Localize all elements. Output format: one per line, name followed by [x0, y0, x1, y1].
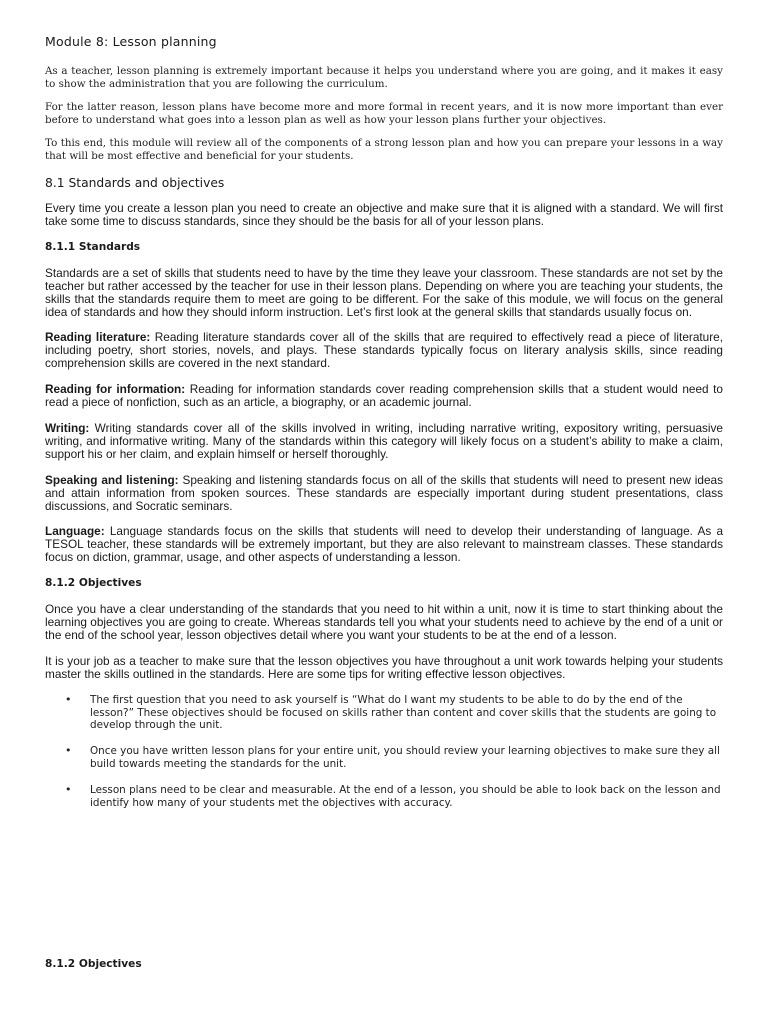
- standard-item-speaking-listening: [45, 474, 723, 513]
- standards-intro-paragraph: Standards are a set of skills that students need to have by the time they leave your classroom. These standards are not set by the teacher but rather accessed by the teacher for use in their lesson plans. Depending on where you are teaching your students, the skills that the standards require them to meet are going to be different. For the sake of this module, we will focus on the general idea of standards and how they should inform instruction. Let’s first look at the general skills that standards usually focus on.: [45, 265, 723, 319]
- standard-term: Speaking and listening:: [45, 472, 179, 487]
- section-title-8-1: 8.1 Standards and objectives: [45, 176, 225, 190]
- list-item: [45, 745, 723, 771]
- standard-term: Language:: [45, 524, 105, 539]
- tip-text: The first question that you need to ask yourself is “What do I want my students to be able to do by the end of the lesson?” These objectives should be focused on skills rather than content and cover skills that the students are going to develop through the unit.: [90, 693, 717, 732]
- section-8-1-body: [45, 202, 723, 810]
- standard-text: Speaking and listening standards focus on all of the skills that students will need to present new ideas and attain information from spoken sources. These standards are especially important during student presentations, class discussions, and Socratic seminars.: [45, 472, 724, 513]
- module-title: Module 8: Lesson planning: [45, 34, 217, 49]
- tip-text: Lesson plans need to be clear and measurable. At the end of a lesson, you should be able to look back on the lesson and identify how many of your students met the objectives with accuracy.: [90, 784, 721, 810]
- list-item: [45, 784, 723, 810]
- tip-text: Once you have written lesson plans for your entire unit, you should review your learning objectives to make sure they all build towards meeting the standards for the unit.: [90, 745, 720, 771]
- standard-text: Writing standards cover all of the skills involved in writing, including narrative writing, expository writing, persuasive writing, and informative writing. Many of the standards within this category will likely focus on a student’s ability to make a claim, support his or her claim, and explain himself or herself thoroughly.: [45, 420, 723, 461]
- section-8-1-paragraph: Every time you create a lesson plan you need to create an objective and make sure that it is aligned with a standard. We will first take some time to discuss standards, since they should be the basis for all of your lesson plans.: [45, 201, 723, 228]
- intro-paragraph: For the latter reason, lesson plans have become more and more formal in recent years, and it is now more important than ever before to understand what goes into a lesson plan as well as how your lesson plans further your objectives.: [45, 101, 723, 126]
- section-title-8-1-2: 8.1.2 Objectives: [45, 577, 142, 590]
- standard-item-reading-information: [45, 383, 723, 409]
- standard-text: Language standards focus on the skills that students will need to develop their understanding of language. As a TESOL teacher, these standards will be extremely important, but they are also relevant to mainstream classes. These standards focus on diction, grammar, usage, and other aspects of understanding a lesson.: [45, 524, 723, 565]
- intro-paragraph: As a teacher, lesson planning is extremely important because it helps you understand where you are going, and it makes it easy to show the administration that you are following the curriculum.: [45, 65, 723, 90]
- intro-section: [45, 65, 723, 163]
- section-title-8-1-2-repeat: 8.1.2 Objectives: [45, 958, 142, 970]
- list-item: [45, 694, 723, 733]
- objectives-paragraph: It is your job as a teacher to make sure that the lesson objectives you have throughout a unit work towards helping your students master the skills outlined in the standards. Here are some tips for writing effective lesson objectives.: [45, 653, 723, 681]
- bullet-icon: •: [65, 744, 72, 758]
- standard-term: Reading literature:: [45, 330, 151, 345]
- standard-text: Reading literature standards cover all of the skills that are required to effectively read a piece of literature, including poetry, short stories, novels, and plays. These standards typically focus on literary analysis skills, since reading comprehension skills are covered in the next standard.: [45, 330, 723, 371]
- bullet-icon: •: [65, 692, 72, 706]
- standard-item-writing: [45, 422, 723, 461]
- standard-term: Writing:: [45, 420, 90, 435]
- standard-term: Reading for information:: [45, 382, 186, 397]
- standard-text: Reading for information standards cover reading comprehension skills that a student would need to read a piece of nonfiction, such as an article, a biography, or an academic journal.: [45, 382, 723, 410]
- section-title-8-1-1: 8.1.1 Standards: [45, 240, 141, 253]
- bullet-icon: •: [65, 783, 72, 797]
- intro-paragraph: To this end, this module will review all of the components of a strong lesson plan and how you can prepare your lessons in a way that will be most effective and beneficial for your students.: [45, 137, 723, 162]
- standard-item-reading-literature: [45, 331, 723, 370]
- objectives-paragraph: Once you have a clear understanding of the standards that you need to hit within a unit, now it is time to start thinking about the learning objectives you are going to create. Whereas standards tell you what your students need to achieve by the end of a unit or the end of the school year, lesson objectives detail where you want your students to be at the end of a lesson.: [45, 602, 723, 642]
- tips-list: [45, 694, 723, 810]
- standard-item-language: [45, 525, 723, 564]
- document-page: [45, 34, 724, 970]
